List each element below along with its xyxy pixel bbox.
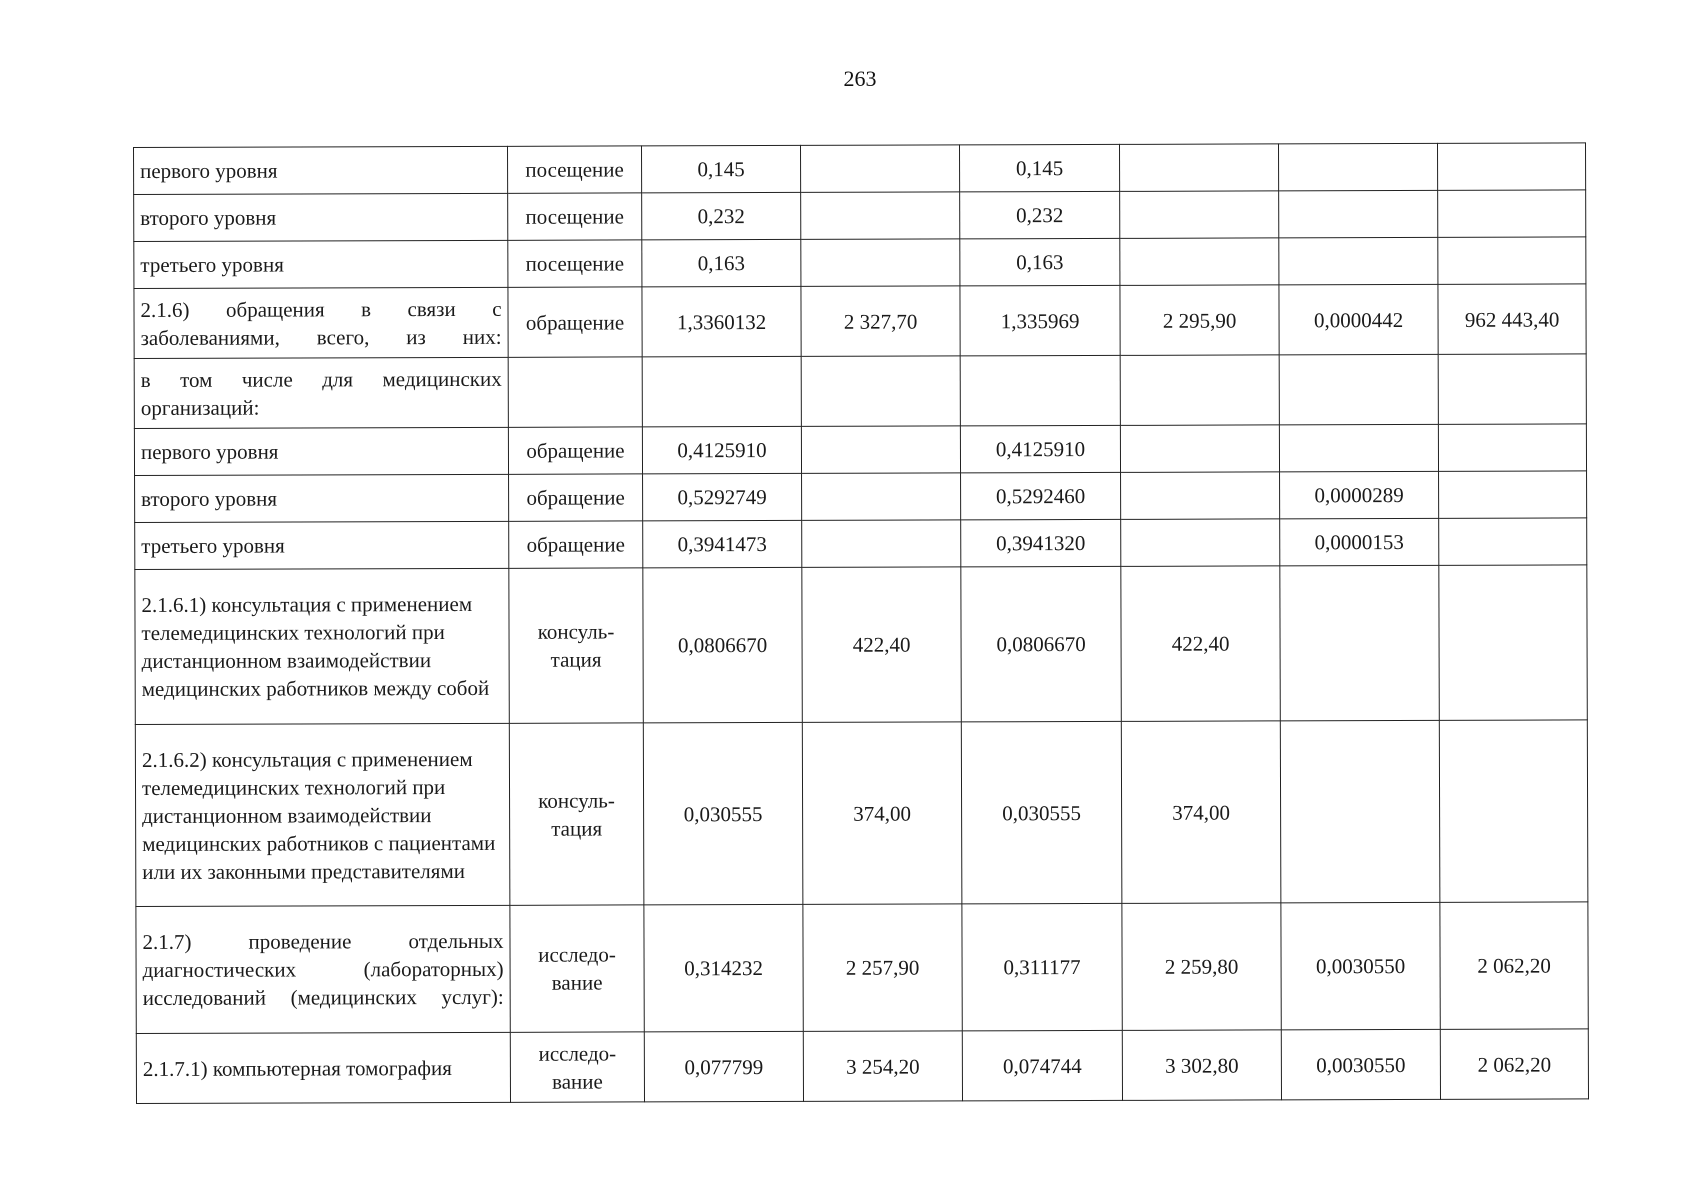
row-unit: посещение [508, 240, 642, 287]
row-unit: исследо- вание [510, 1032, 644, 1102]
cell-value [1439, 471, 1587, 518]
row-unit: обращение [508, 287, 642, 357]
cell-value [1279, 424, 1438, 471]
cell-value: 0,163 [642, 239, 801, 286]
row-unit: исследо- вание [510, 905, 644, 1032]
cell-value: 374,00 [802, 722, 962, 904]
cell-value: 0,232 [960, 191, 1120, 239]
cell-value: 3 254,20 [803, 1031, 962, 1101]
cell-value [801, 426, 960, 473]
cell-value: 2 295,90 [1120, 285, 1279, 355]
cell-value: 0,311177 [962, 903, 1122, 1031]
cell-value [1439, 518, 1587, 565]
cell-value: 2 062,20 [1440, 1029, 1588, 1099]
cell-value: 2 259,80 [1122, 903, 1281, 1030]
row-unit: обращение [509, 474, 643, 521]
cell-value [1280, 565, 1439, 720]
cell-value: 0,3941473 [643, 520, 802, 567]
cell-value [642, 356, 801, 426]
row-unit: посещение [507, 146, 641, 193]
row-name: 2.1.6.1) консультация с применением телемедицинских технологий при дистанционном взаимодействии медицинских работников между собой [135, 568, 509, 724]
cell-value [1437, 143, 1585, 190]
row-unit: консуль- тация [509, 568, 643, 723]
cell-value [801, 192, 960, 239]
cell-value [1280, 720, 1440, 902]
table-row [135, 565, 1587, 725]
cell-value: 0,0806670 [961, 566, 1121, 722]
cell-value: 0,0030550 [1281, 902, 1440, 1029]
row-name: 2.1.7) проведение отдельных диагностических (лабораторных) исследований (медицинских услуг): [136, 905, 510, 1033]
row-unit: обращение [508, 427, 642, 474]
cell-value [1279, 190, 1438, 237]
cell-value [800, 145, 959, 192]
cell-value: 0,145 [959, 144, 1119, 192]
cell-value: 2 327,70 [801, 286, 960, 356]
row-unit: посещение [508, 193, 642, 240]
cell-value [1119, 144, 1278, 191]
cell-value: 0,0000442 [1279, 284, 1438, 354]
cell-value [1438, 354, 1586, 424]
row-name: 2.1.7.1) компьютерная томография [136, 1032, 510, 1103]
cell-value: 0,163 [960, 238, 1120, 286]
cell-value [1120, 238, 1279, 285]
cell-value: 0,030555 [961, 721, 1122, 904]
cell-value: 2 257,90 [803, 904, 962, 1031]
cell-value [1120, 425, 1279, 472]
cell-value [1120, 355, 1279, 425]
cell-value: 0,0806670 [643, 567, 802, 722]
cell-value [1438, 424, 1586, 471]
row-unit: консуль- тация [509, 723, 644, 905]
cell-value: 0,0030550 [1281, 1029, 1440, 1099]
cell-value [1279, 354, 1438, 424]
table-row [134, 284, 1586, 359]
cell-value: 422,40 [1121, 566, 1280, 721]
table-row [134, 354, 1586, 429]
table-row [135, 720, 1588, 907]
data-table [133, 142, 1589, 1104]
table-row [134, 237, 1586, 289]
cell-value [1121, 472, 1280, 519]
cell-value [1278, 143, 1437, 190]
cell-value [1120, 191, 1279, 238]
cell-value: 0,074744 [962, 1030, 1122, 1101]
cell-value: 1,335969 [960, 285, 1120, 356]
row-name: третьего уровня [135, 521, 509, 569]
cell-value: 0,5292749 [643, 473, 802, 520]
row-name: второго уровня [135, 474, 509, 522]
cell-value: 2 062,20 [1440, 902, 1588, 1029]
table-row [134, 190, 1586, 242]
table-row [136, 902, 1588, 1034]
cell-value [801, 239, 960, 286]
row-name: третьего уровня [134, 240, 508, 288]
cell-value: 0,4125910 [642, 426, 801, 473]
table-row [136, 1029, 1588, 1104]
cell-value [802, 473, 961, 520]
row-name: 2.1.6.2) консультация с применением телемедицинских технологий при дистанционном взаимодействии медицинских работников с пациентами или их законными представителями [135, 723, 510, 906]
table-row [134, 143, 1586, 195]
cell-value: 0,0000153 [1280, 518, 1439, 565]
row-name: первого уровня [134, 146, 508, 194]
cell-value: 374,00 [1121, 721, 1281, 903]
cell-value: 0,232 [642, 192, 801, 239]
row-name: первого уровня [134, 427, 508, 475]
page-number: 263 [843, 66, 877, 91]
table-row [135, 518, 1587, 570]
cell-value: 0,145 [641, 145, 800, 192]
cell-value: 1,3360132 [642, 286, 801, 356]
table-row [135, 471, 1587, 523]
table-row [134, 424, 1586, 476]
cell-value: 422,40 [802, 567, 961, 722]
cell-value [1439, 565, 1587, 720]
cell-value [1439, 720, 1588, 902]
cell-value [1279, 237, 1438, 284]
cell-value: 962 443,40 [1438, 284, 1586, 354]
cell-value: 0,0000289 [1280, 471, 1439, 518]
cell-value [801, 356, 960, 426]
cell-value [1121, 519, 1280, 566]
row-name: в том числе для медицинских организаций: [134, 357, 508, 428]
row-unit: обращение [509, 521, 643, 568]
cell-value [1438, 190, 1586, 237]
cell-value: 0,077799 [644, 1031, 803, 1101]
cell-value: 0,3941320 [961, 519, 1121, 567]
row-unit [508, 357, 642, 427]
cell-value: 0,4125910 [960, 425, 1120, 473]
cell-value: 0,030555 [643, 722, 803, 904]
cell-value [960, 355, 1120, 426]
cell-value: 3 302,80 [1122, 1030, 1281, 1100]
cell-value: 0,314232 [644, 904, 803, 1031]
cell-value: 0,5292460 [961, 472, 1121, 520]
row-name: второго уровня [134, 193, 508, 241]
cell-value [802, 520, 961, 567]
cell-value [1438, 237, 1586, 284]
row-name: 2.1.6) обращения в связи с заболеваниями, всего, из них: [134, 287, 508, 358]
